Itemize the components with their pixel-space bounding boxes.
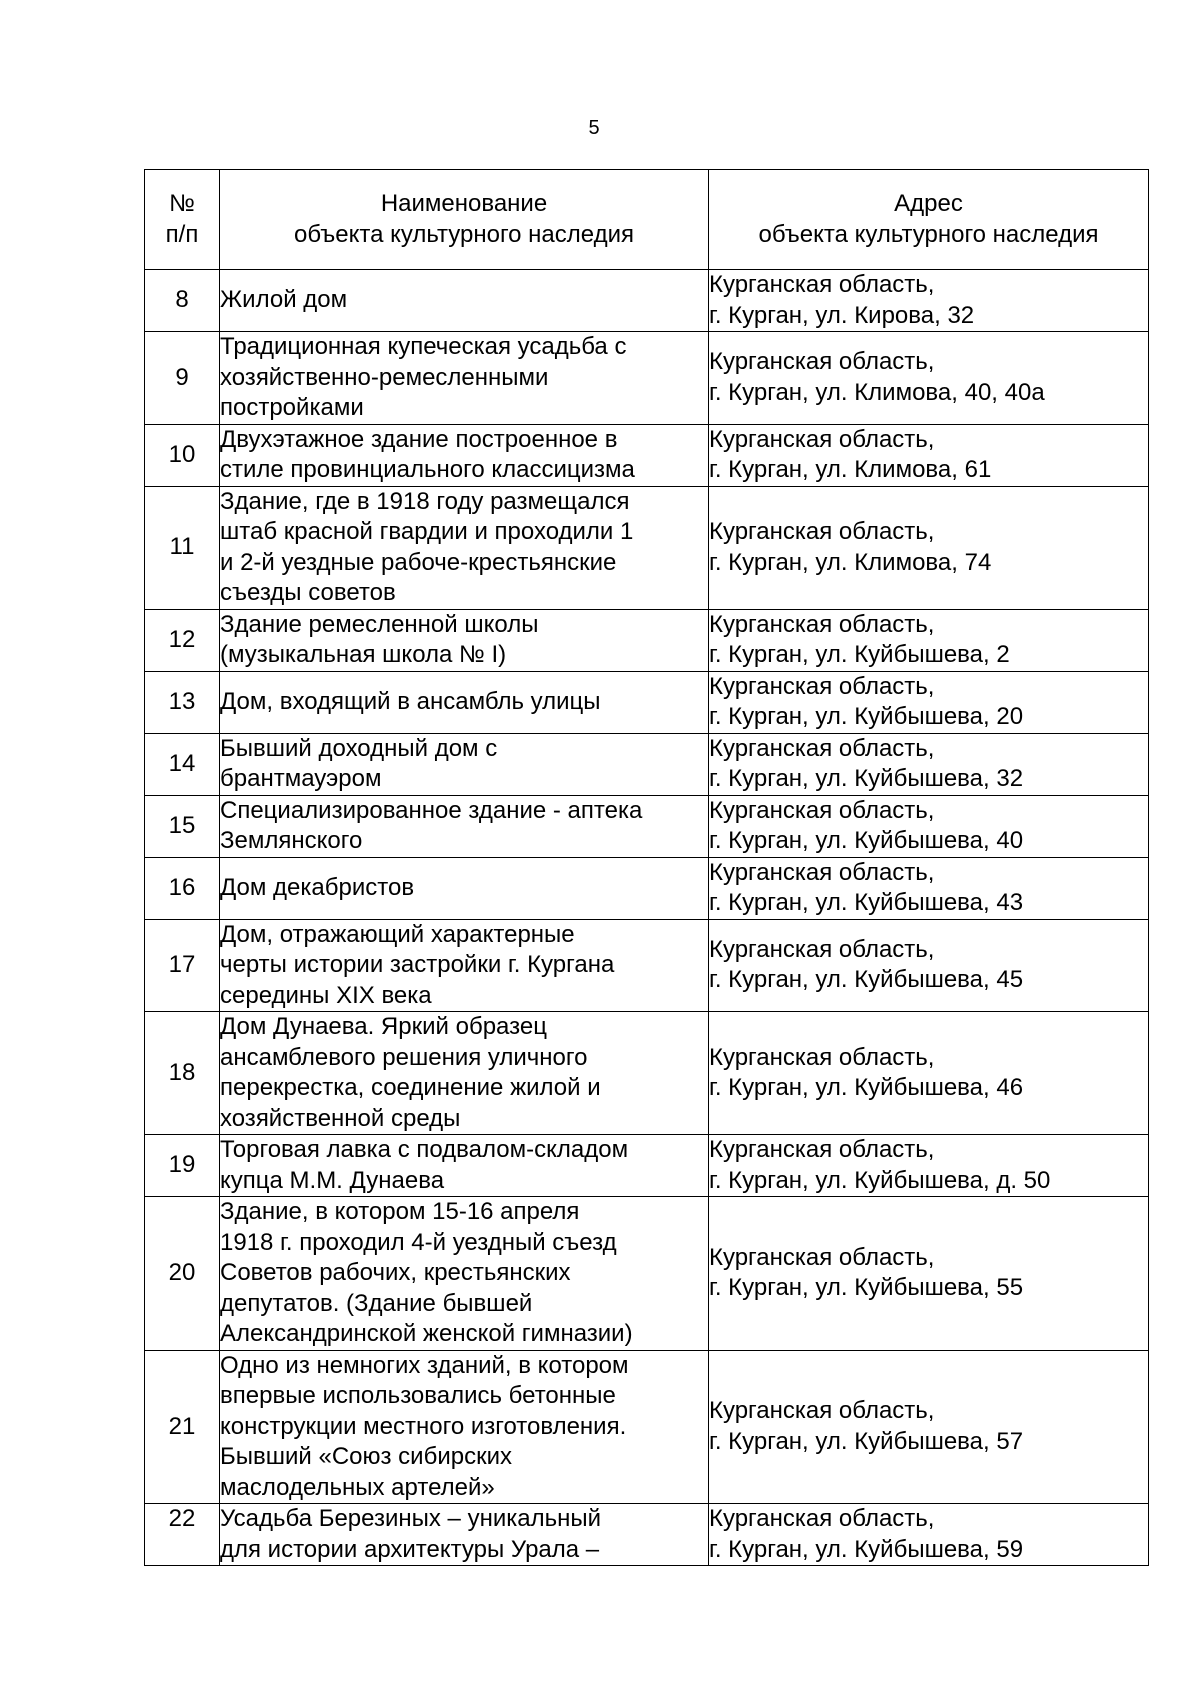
row-number: 21 bbox=[145, 1350, 220, 1504]
object-address-line: Курганская область, bbox=[709, 672, 935, 700]
object-name bbox=[220, 919, 709, 1012]
object-name-line: купца М.М. Дунаева bbox=[220, 1166, 445, 1194]
header-number-line: № bbox=[169, 190, 195, 217]
table-row bbox=[145, 1197, 1149, 1351]
object-name-line: штаб красной гвардии и проходили 1 bbox=[220, 518, 634, 545]
object-address-line: г. Курган, ул. Климова, 61 bbox=[709, 456, 992, 483]
object-address bbox=[709, 1504, 1149, 1566]
object-name bbox=[220, 1135, 709, 1197]
table-row bbox=[145, 1350, 1149, 1504]
object-address bbox=[709, 671, 1149, 733]
row-number: 16 bbox=[145, 857, 220, 919]
object-address-line: г. Курган, ул. Куйбышева, 46 bbox=[709, 1074, 1024, 1101]
object-name bbox=[220, 332, 709, 425]
object-name-line: Двухэтажное здание построенное в bbox=[220, 425, 618, 453]
table-row bbox=[145, 919, 1149, 1012]
header-name-line: Наименование bbox=[380, 190, 548, 217]
object-name-line: ансамблевого решения уличного bbox=[220, 1043, 588, 1071]
object-address-line: Курганская область, bbox=[709, 935, 935, 963]
object-address bbox=[709, 857, 1149, 919]
object-name-line: Бывший «Союз сибирских bbox=[220, 1443, 512, 1470]
table-row bbox=[145, 609, 1149, 671]
object-name-line: (музыкальная школа № I) bbox=[220, 641, 507, 668]
object-name-line: Дом, отражающий характерные bbox=[220, 920, 575, 948]
object-address-line: Курганская область, bbox=[709, 1397, 935, 1425]
object-name bbox=[220, 857, 709, 919]
object-name-line: Специализированное здание - аптека bbox=[220, 796, 643, 824]
table-row bbox=[145, 424, 1149, 486]
object-name-line: Дом декабристов bbox=[220, 873, 415, 901]
row-number: 18 bbox=[145, 1012, 220, 1135]
row-number: 8 bbox=[145, 270, 220, 332]
object-address-line: г. Курган, ул. Куйбышева, 40 bbox=[709, 827, 1024, 854]
table-row bbox=[145, 1504, 1149, 1566]
object-name-line: перекрестка, соединение жилой и bbox=[220, 1074, 601, 1101]
object-name-line: съезды советов bbox=[220, 579, 396, 606]
object-name-line: черты истории застройки г. Кургана bbox=[220, 951, 615, 978]
row-number: 10 bbox=[145, 424, 220, 486]
object-address bbox=[709, 1350, 1149, 1504]
header-number bbox=[145, 170, 220, 270]
header-name-line: объекта культурного наследия bbox=[293, 220, 635, 248]
table-header-row bbox=[145, 170, 1149, 270]
object-address-line: Курганская область, bbox=[709, 610, 935, 638]
object-name-line: Торговая лавка с подвалом-складом bbox=[220, 1136, 629, 1163]
table-row bbox=[145, 795, 1149, 857]
object-address bbox=[709, 1197, 1149, 1351]
object-name bbox=[220, 1350, 709, 1504]
row-number: 11 bbox=[145, 486, 220, 609]
object-address-line: Курганская область, bbox=[709, 796, 935, 824]
object-name-line: Советов рабочих, крестьянских bbox=[220, 1259, 571, 1286]
object-name bbox=[220, 1012, 709, 1135]
object-address bbox=[709, 270, 1149, 332]
object-address bbox=[709, 733, 1149, 795]
header-number-line: п/п bbox=[165, 220, 199, 248]
row-number: 20 bbox=[145, 1197, 220, 1351]
object-address-line: г. Курган, ул. Куйбышева, 32 bbox=[709, 765, 1024, 792]
row-number: 15 bbox=[145, 795, 220, 857]
table-row bbox=[145, 1012, 1149, 1135]
object-address bbox=[709, 919, 1149, 1012]
heritage-objects-table bbox=[144, 169, 1149, 1566]
table-row bbox=[145, 671, 1149, 733]
object-name-line: Здание ремесленной школы bbox=[220, 610, 539, 638]
object-name-line: Традиционная купеческая усадьба с bbox=[220, 333, 627, 360]
object-name-line: стиле провинциального классицизма bbox=[220, 456, 635, 483]
object-address-line: Курганская область, bbox=[709, 1043, 935, 1071]
object-address-line: Курганская область, bbox=[709, 858, 935, 886]
object-name-line: для истории архитектуры Урала – bbox=[220, 1535, 600, 1563]
object-name-line: хозяйственно-ремесленными bbox=[220, 363, 549, 391]
object-name-line: Землянского bbox=[220, 827, 363, 854]
object-address-line: г. Курган, ул. Куйбышева, 57 bbox=[709, 1427, 1024, 1455]
table-row bbox=[145, 270, 1149, 332]
object-address-line: г. Курган, ул. Климова, 74 bbox=[709, 548, 992, 576]
object-address-line: г. Курган, ул. Куйбышева, 59 bbox=[709, 1535, 1024, 1563]
object-address-line: Курганская область, bbox=[709, 425, 935, 453]
row-number: 12 bbox=[145, 609, 220, 671]
object-name-line: и 2-й уездные рабоче-крестьянские bbox=[220, 548, 617, 576]
table-row bbox=[145, 857, 1149, 919]
row-number: 13 bbox=[145, 671, 220, 733]
object-name-line: Одно из немногих зданий, в котором bbox=[220, 1351, 629, 1379]
object-address-line: г. Курган, ул. Кирова, 32 bbox=[709, 301, 975, 329]
page-number: 5 bbox=[588, 117, 600, 139]
object-address-line: г. Курган, ул. Куйбышева, 2 bbox=[709, 641, 1010, 668]
object-name bbox=[220, 486, 709, 609]
object-address bbox=[709, 795, 1149, 857]
object-name-line: середины XIX века bbox=[220, 981, 432, 1009]
row-number: 14 bbox=[145, 733, 220, 795]
object-name-line: депутатов. (Здание бывшей bbox=[220, 1289, 533, 1317]
header-name bbox=[220, 170, 709, 270]
object-name bbox=[220, 1197, 709, 1351]
table-row bbox=[145, 486, 1149, 609]
object-name-line: Здание, в котором 15-16 апреля bbox=[220, 1198, 580, 1225]
object-address bbox=[709, 1135, 1149, 1197]
table-row bbox=[145, 1135, 1149, 1197]
object-address-line: Курганская область, bbox=[709, 348, 935, 376]
object-address-line: г. Курган, ул. Куйбышева, 55 bbox=[709, 1274, 1024, 1302]
object-name bbox=[220, 671, 709, 733]
object-name bbox=[220, 609, 709, 671]
object-name-line: постройками bbox=[220, 394, 364, 421]
row-number: 19 bbox=[145, 1135, 220, 1197]
object-address bbox=[709, 486, 1149, 609]
object-address bbox=[709, 1012, 1149, 1135]
row-number: 17 bbox=[145, 919, 220, 1012]
row-number: 22 bbox=[145, 1504, 220, 1566]
object-name bbox=[220, 424, 709, 486]
object-address-line: Курганская область, bbox=[709, 734, 935, 762]
object-name bbox=[220, 795, 709, 857]
table-row bbox=[145, 733, 1149, 795]
object-address-line: г. Курган, ул. Куйбышева, 20 bbox=[709, 703, 1024, 730]
object-name-line: Усадьба Березиных – уникальный bbox=[220, 1505, 602, 1532]
object-address-line: Курганская область, bbox=[709, 1243, 935, 1271]
header-address bbox=[709, 170, 1149, 270]
object-name bbox=[220, 733, 709, 795]
object-name-line: Дом Дунаева. Яркий образец bbox=[220, 1013, 547, 1040]
table-row bbox=[145, 332, 1149, 425]
object-address-line: Курганская область, bbox=[709, 271, 935, 298]
object-address bbox=[709, 332, 1149, 425]
object-address bbox=[709, 424, 1149, 486]
object-address-line: Курганская область, bbox=[709, 1505, 935, 1532]
row-number: 9 bbox=[145, 332, 220, 425]
object-address-line: Курганская область, bbox=[709, 1136, 935, 1163]
object-address bbox=[709, 609, 1149, 671]
object-address-line: г. Курган, ул. Климова, 40, 40а bbox=[709, 378, 1045, 406]
object-address-line: г. Курган, ул. Куйбышева, 45 bbox=[709, 966, 1024, 994]
table-body bbox=[145, 270, 1149, 1566]
object-address-line: г. Курган, ул. Куйбышева, 43 bbox=[709, 889, 1024, 916]
object-name-line: Жилой дом bbox=[220, 286, 348, 314]
object-address-line: Курганская область, bbox=[709, 518, 935, 545]
object-name-line: впервые использовались бетонные bbox=[220, 1382, 616, 1409]
object-name-line: маслодельных артелей» bbox=[220, 1473, 495, 1501]
object-name-line: Бывший доходный дом с bbox=[220, 734, 498, 762]
object-name-line: Дом, входящий в ансамбль улицы bbox=[220, 687, 601, 715]
object-name bbox=[220, 270, 709, 332]
object-name-line: 1918 г. проходил 4-й уездный съезд bbox=[220, 1228, 617, 1256]
object-name bbox=[220, 1504, 709, 1566]
header-address-line: объекта культурного наследия bbox=[758, 220, 1099, 248]
object-name-line: Здание, где в 1918 году размещался bbox=[220, 487, 630, 515]
object-address-line: г. Курган, ул. Куйбышева, д. 50 bbox=[709, 1166, 1051, 1194]
object-name-line: хозяйственной среды bbox=[220, 1104, 461, 1132]
object-name-line: брантмауэром bbox=[220, 765, 382, 792]
header-address-line: Адрес bbox=[894, 190, 963, 217]
object-name-line: Александринской женской гимназии) bbox=[220, 1320, 633, 1347]
object-name-line: конструкции местного изготовления. bbox=[220, 1412, 627, 1440]
